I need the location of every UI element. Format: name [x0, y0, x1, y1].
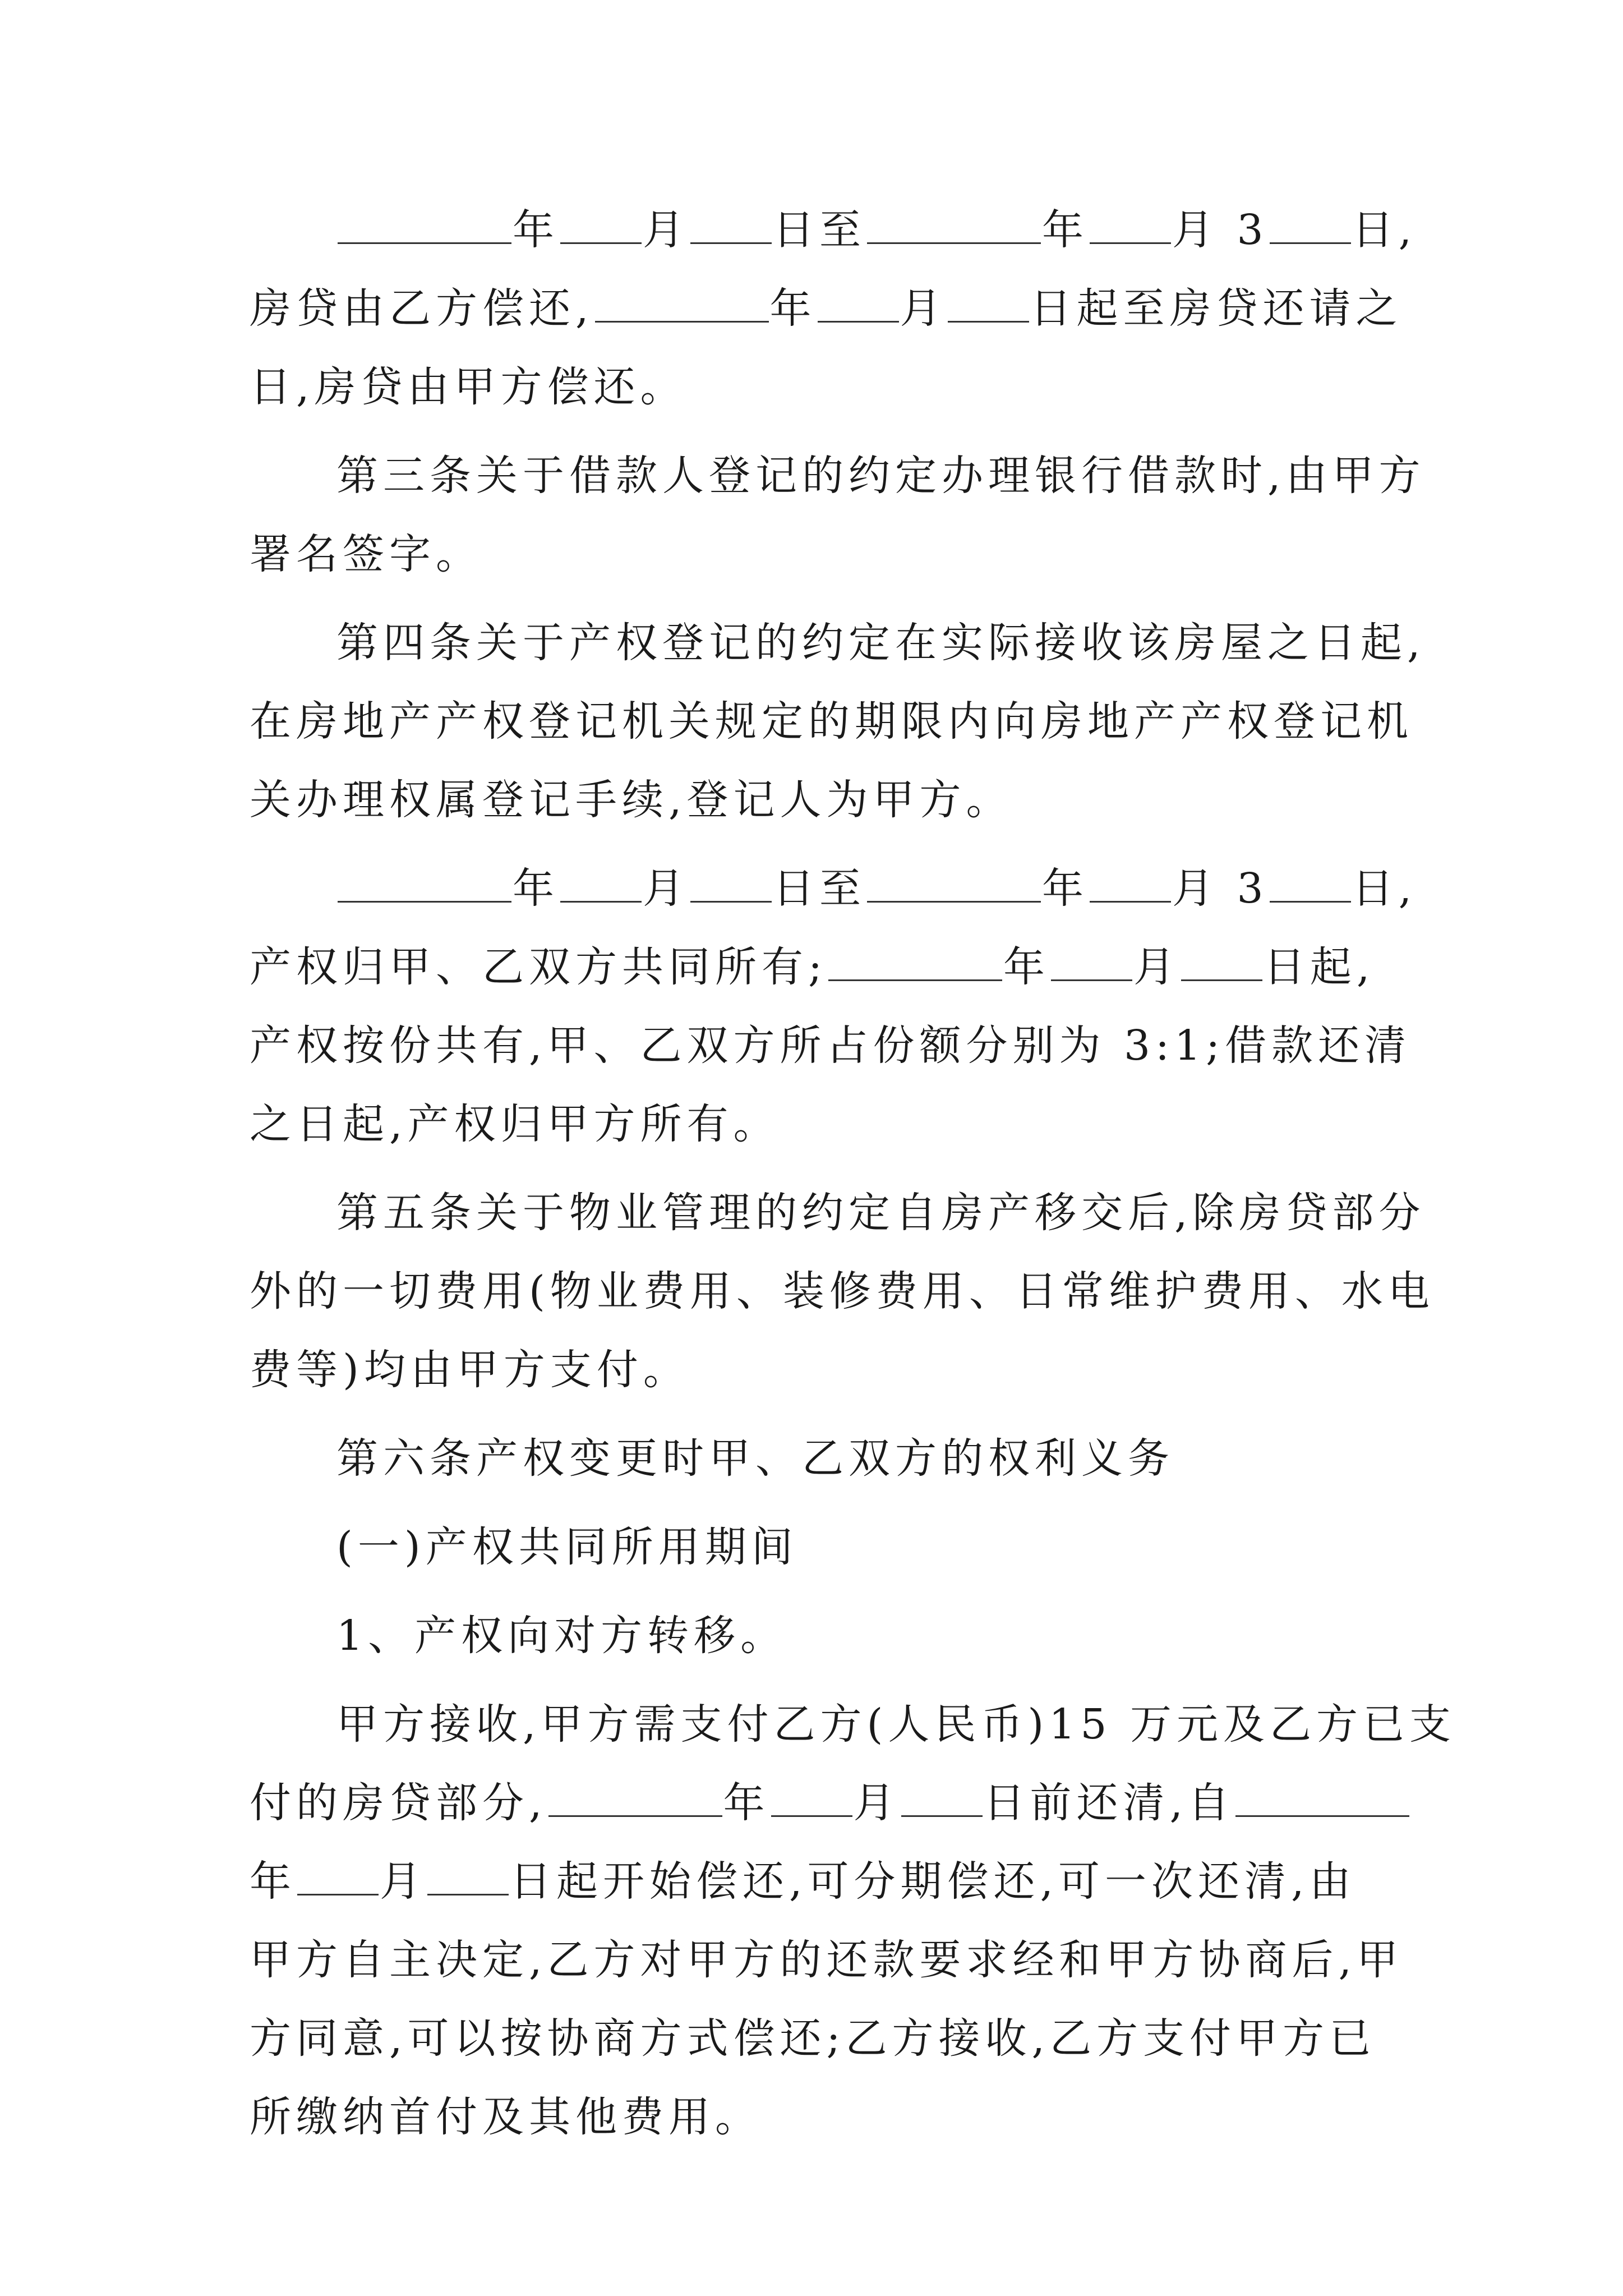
paragraph-9-line-2 [250, 1764, 1399, 1842]
paragraph-3-line-2: 在房地产产权登记机关规定的期限内向房地产产权登记机 [250, 697, 1413, 746]
text-segment: 年 [1042, 206, 1089, 254]
text-segment: 日, [1352, 864, 1417, 913]
blank-field [690, 866, 772, 903]
text-segment: 月 [900, 284, 947, 333]
paragraph-4-line-3: 产权按份共有,甲、乙双方所占份额分别为 3:1;借款还清 [250, 1022, 1412, 1070]
paragraph-2-line-1: 第三条关于借款人登记的约定办理银行借款时,由甲方 [336, 452, 1426, 500]
blank-field [828, 945, 1002, 981]
text-segment: 日, [1352, 206, 1417, 254]
blank-field [771, 1780, 852, 1817]
text-segment: 产权归甲、乙双方共同所有; [250, 943, 827, 991]
paragraph-5-line-3: 费等)均由甲方支付。 [250, 1346, 690, 1394]
paragraph-4-line-2 [250, 928, 1399, 1006]
paragraph-5-line-2: 外的一切费用(物业费用、装修费用、日常维护费用、水电 [250, 1267, 1435, 1315]
section-1-heading: (一)产权共同所用期间 [336, 1523, 798, 1571]
text-segment: 付的房贷部分, [250, 1779, 547, 1827]
blank-field [297, 1859, 379, 1895]
item-1-heading: 1、产权向对方转移。 [336, 1612, 787, 1660]
paragraph-4-line-4: 之日起,产权归甲方所有。 [250, 1100, 780, 1148]
text-segment: 年 [1042, 864, 1089, 913]
text-segment: 年 [250, 1857, 296, 1906]
blank-field [867, 866, 1041, 903]
text-segment: 年 [1003, 943, 1050, 991]
blank-field [1235, 1780, 1409, 1817]
article-6-heading: 第六条产权变更时甲、乙双方的权利义务 [336, 1434, 1174, 1483]
paragraph-9-line-4: 甲方自主决定,乙方对甲方的还款要求经和甲方协商后,甲 [250, 1936, 1404, 1984]
paragraph-3-line-1: 第四条关于产权登记的约定在实际接收该房屋之日起, [336, 619, 1426, 667]
blank-field [690, 208, 772, 244]
text-segment: 月 [643, 864, 689, 913]
blank-field [560, 208, 642, 244]
paragraph-9-line-1: 甲方接收,甲方需支付乙方(人民币)15 万元及乙方已支 [336, 1700, 1456, 1749]
text-segment: 月 [643, 206, 689, 254]
paragraph-4-line-1 [250, 849, 1417, 928]
paragraph-5-line-1: 第五条关于物业管理的约定自房产移交后,除房贷部分 [336, 1189, 1426, 1237]
blank-field [1090, 208, 1171, 244]
text-segment: 月 [1133, 943, 1180, 991]
text-segment: 年 [513, 864, 559, 913]
blank-field [1270, 208, 1351, 244]
blank-field [948, 286, 1029, 323]
blank-field [1090, 866, 1171, 903]
text-segment: 日起至房贷还请之 [1030, 284, 1403, 333]
text-segment: 日起开始偿还,可分期偿还,可一次还清,由 [510, 1857, 1356, 1906]
paragraph-1-line-1 [250, 191, 1417, 269]
blank-field [338, 208, 511, 244]
blank-field [867, 208, 1041, 244]
text-segment: 日前还清,自 [983, 1779, 1235, 1827]
blank-field [901, 1780, 983, 1817]
text-segment: 日至 [773, 864, 866, 913]
paragraph-9-line-5: 方同意,可以按协商方式偿还;乙方接收,乙方支付甲方已 [250, 2014, 1376, 2063]
paragraph-2-line-2: 署名签字。 [250, 530, 482, 578]
blank-field [595, 286, 769, 323]
text-segment: 日起, [1263, 943, 1375, 991]
text-segment: 月 [380, 1857, 426, 1906]
blank-field [1181, 945, 1262, 981]
paragraph-3-line-3: 关办理权属登记手续,登记人为甲方。 [250, 776, 1013, 824]
paragraph-9-line-6: 所缴纳首付及其他费用。 [250, 2093, 762, 2141]
text-segment: 年 [513, 206, 559, 254]
blank-field [1270, 866, 1351, 903]
text-segment: 年 [769, 284, 817, 333]
paragraph-1-line-3: 日,房贷由甲方偿还。 [250, 363, 687, 411]
paragraph-9-line-3 [250, 1842, 1399, 1921]
paragraph-1-line-2 [250, 269, 1403, 348]
text-segment: 月 3 [1172, 864, 1269, 913]
blank-field [548, 1780, 722, 1817]
text-segment: 月 [853, 1779, 900, 1827]
blank-field [818, 286, 899, 323]
blank-field [560, 866, 642, 903]
text-segment: 房贷由乙方偿还, [250, 284, 594, 333]
blank-field [338, 866, 511, 903]
blank-field [1051, 945, 1132, 981]
document-body [250, 191, 1456, 2156]
blank-field [427, 1859, 509, 1895]
text-segment: 年 [723, 1779, 770, 1827]
text-segment: 月 3 [1172, 206, 1269, 254]
text-segment: 日至 [773, 206, 866, 254]
